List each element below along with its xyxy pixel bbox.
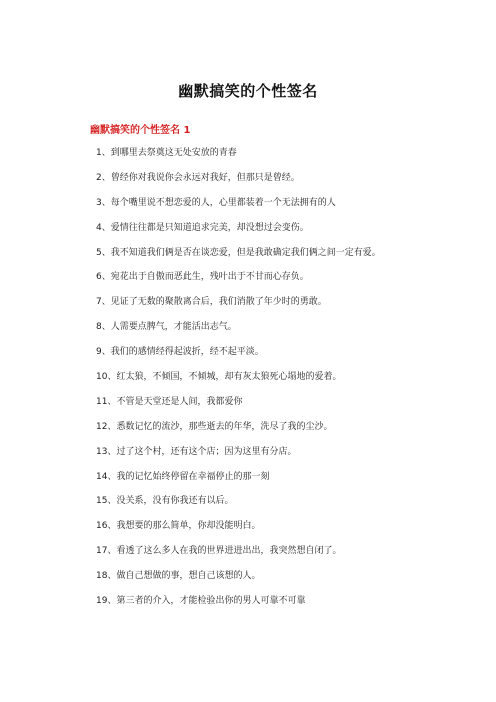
list-item: 12、悉数记忆的流沙，那些逝去的年华，洗尽了我的尘沙。 xyxy=(96,421,333,432)
list-item: 9、我们的感情经得起波折，经不起平淡。 xyxy=(96,347,264,358)
list-item: 16、我想要的那么简单，你却没能明白。 xyxy=(96,521,261,532)
list-item: 5、我不知道我们俩是否在谈恋爱，但是我敢确定我们俩之间一定有爱。 xyxy=(96,247,381,258)
list-item: 11、不管是天堂还是人间，我都爱你 xyxy=(96,396,243,407)
list-item: 4、爱情往往都是只知道追求完美，却没想过会变伤。 xyxy=(96,222,309,233)
signature-list xyxy=(96,146,381,619)
list-item: 13、过了这个村，还有这个店；因为这里有分店。 xyxy=(96,446,297,457)
document-title: 幽默搞笑的个性签名 xyxy=(178,82,318,100)
list-item: 1、到哪里去祭奠这无处安放的青春 xyxy=(96,148,237,158)
list-item: 17、看透了这么多人在我的世界进进出出，我突然想自闭了。 xyxy=(96,546,342,557)
list-item: 10、红太狼，不倾国，不倾城，却有灰太狼死心塌地的爱着。 xyxy=(96,372,342,383)
list-item: 2、曾经你对我说你会永远对我好，但那只是曾经。 xyxy=(96,172,300,183)
list-item: 15、没关系，没有你我还有以后。 xyxy=(96,496,234,507)
list-item: 8、人需要点脾气，才能活出志气。 xyxy=(96,322,237,333)
list-item: 3、每个嘴里说不想恋爱的人，心里都装着一个无法拥有的人 xyxy=(96,197,336,208)
section-heading: 幽默搞笑的个性签名 1 xyxy=(90,125,191,136)
list-item: 19、第三者的介入，才能检验出你的男人可靠不可靠 xyxy=(96,596,306,607)
list-item: 6、宛花出于自傲而恶此生，残叶出于不甘而心存负。 xyxy=(96,272,309,283)
list-item: 14、我的记忆始终停留在幸福停止的那一刻 xyxy=(96,471,270,482)
list-item: 7、见证了无数的聚散离合后，我们消散了年少时的勇敢。 xyxy=(96,297,327,308)
list-item: 18、做自己想做的事，想自己该想的人。 xyxy=(96,571,261,582)
